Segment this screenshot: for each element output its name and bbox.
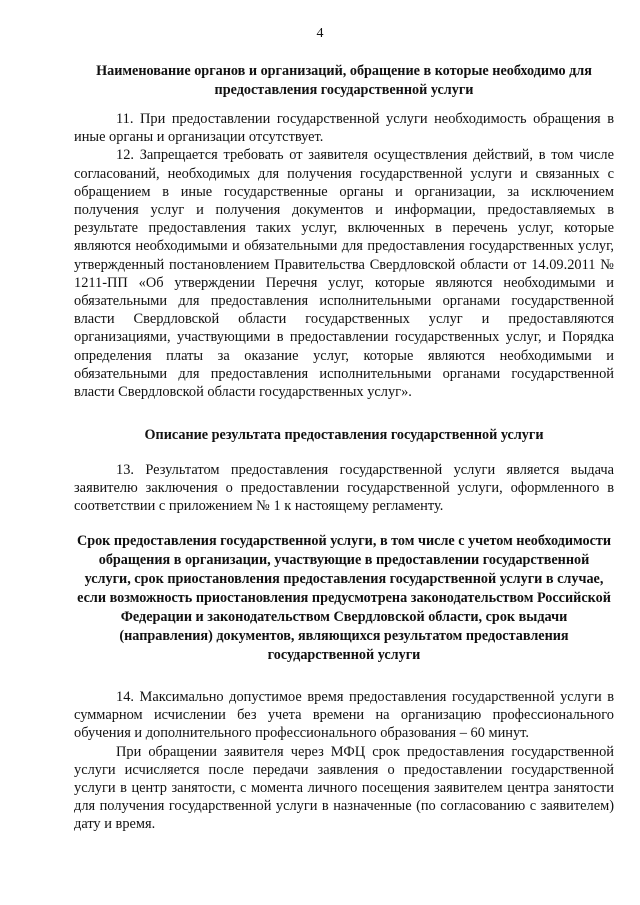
paragraph-12: 12. Запрещается требовать от заявителя осуществления действий, в том числе согласований, необходимых для получения государственной услуги и связанных с обращением в иные государственные органы и организации, за исключением получения услуг и получения документов и информации, предоставляемых в результате предоставления таких услуг, включенных в перечень услуг, которые являются необходимыми и обязательными для предоставления государственных услуг, утвержденный постановлением Правительства Свердловской области от 14.09.2011 № 1211-ПП «Об утверждении Перечня услуг, которые являются необходимыми и обязательными для предоставления исполнительными органами государственной власти Свердловской области государственных услуг и предоставляются организациями, участвующими в предоставлении государственных услуг, и Порядка определения платы за оказание услуг, которые являются необходимыми и обязательными для предоставления исполнительными органами государственной власти Свердловской области государственных услуг». — [74, 147, 614, 401]
section-heading-result: Описание результата предоставления государственной услуги — [144, 427, 544, 443]
paragraph-13: 13. Результатом предоставления государственной услуги является выдача заявителю заключения о предоставлении государственной услуги, оформленного в соответствии с приложением № 1 к настоящему регламенту. — [74, 462, 614, 515]
paragraph-mfc: При обращении заявителя через МФЦ срок предоставления государственной услуги исчисляется после передачи заявления о предоставлении государственной услуги в центр занятости, с момента личного посещения заявителем центра занятости для получения государственной услуги в назначенные (по согласованию с заявителем) дату и время. — [74, 743, 614, 833]
section-body-agencies — [74, 110, 614, 401]
section-body-terms — [74, 688, 614, 834]
paragraph-14: 14. Максимально допустимое время предоставления государственной услуги в суммарном исчислении без учета времени на организацию профессионального обучения и дополнительного профессионального образования – 60 минут. — [74, 689, 614, 742]
section-body-result — [74, 461, 614, 516]
section-heading-agencies: Наименование органов и организаций, обращение в которые необходимо для предоставления государственной услуги — [96, 63, 592, 98]
section-heading-terms: Срок предоставления государственной услуги, в том числе с учетом необходимости обращения в организации, участвующие в предоставлении государственной услуги, срок приостановления предоставления государственной услуги в случае, если возможность приостановления предусмотрена законодательством Российской Федерации и законодательством Свердловской области, срок выдачи (направления) документов, являющихся результатом предоставления государственной услуги — [76, 533, 612, 663]
page-number: 4 — [316, 26, 324, 41]
paragraph-11: 11. При предоставлении государственной услуги необходимость обращения в иные органы и организации отсутствует. — [74, 111, 614, 146]
